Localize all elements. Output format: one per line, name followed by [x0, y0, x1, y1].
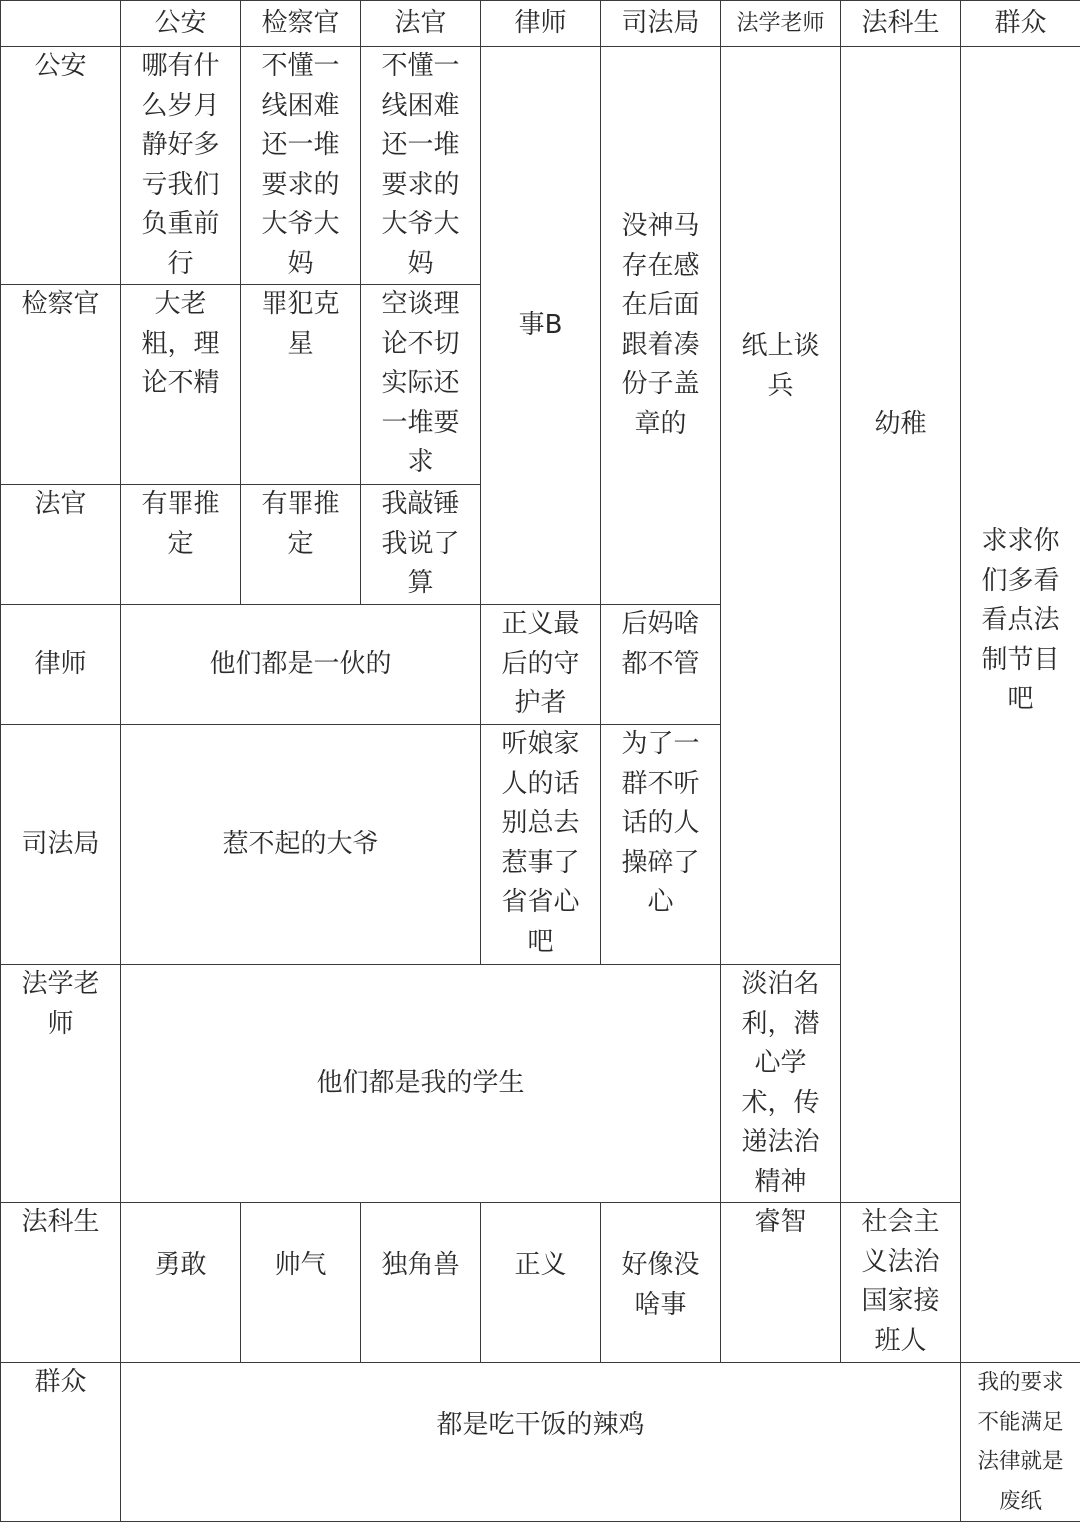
cell-faksheng-lvshi: 正义 — [481, 1203, 601, 1363]
cell-jianchaguan-gongan: 大老粗，理论不精 — [121, 285, 241, 485]
cell-qunzhong-left-span: 都是吃干饭的辣鸡 — [121, 1363, 961, 1522]
col-header-jianchaguan: 检察官 — [241, 1, 361, 47]
cell-sifaju-left-span: 惹不起的大爷 — [121, 725, 481, 965]
cell-sifaju-column-top: 没神马存在感在后面跟着凑份子盖章的 — [601, 47, 721, 605]
cell-faksheng-faksheng: 社会主义法治国家接班人 — [841, 1203, 961, 1363]
cell-qunzhong-column-top: 求求你们多看看点法制节目吧 — [961, 47, 1080, 1363]
cell-gongan-faguan: 不懂一线困难还一堆要求的大爷大妈 — [361, 47, 481, 285]
cell-sifaju-lvshi: 听娘家人的话别总去惹事了省省心吧 — [481, 725, 601, 965]
row-header-gongan: 公安 — [1, 47, 121, 285]
cell-sifaju-sifaju: 为了一群不听话的人操碎了心 — [601, 725, 721, 965]
cell-gongan-jianchaguan: 不懂一线困难还一堆要求的大爷大妈 — [241, 47, 361, 285]
cell-laoshi-column-top: 纸上谈兵 — [721, 47, 841, 965]
cell-faksheng-jianchaguan: 帅气 — [241, 1203, 361, 1363]
col-header-faksheng: 法科生 — [841, 1, 961, 47]
corner-cell — [1, 1, 121, 47]
row-header-faksheng: 法科生 — [1, 1203, 121, 1363]
cell-jianchaguan-faguan: 空谈理论不切实际还一堆要求 — [361, 285, 481, 485]
cell-laoshi-left-span: 他们都是我的学生 — [121, 965, 721, 1203]
cell-faksheng-laoshi: 睿智 — [721, 1203, 841, 1363]
cell-gongan-gongan: 哪有什么岁月静好多亏我们负重前行 — [121, 47, 241, 285]
col-header-qunzhong: 群众 — [961, 1, 1080, 47]
col-header-faguan: 法官 — [361, 1, 481, 47]
cell-qunzhong-qunzhong: 我的要求不能满足法律就是废纸 — [961, 1363, 1080, 1522]
cell-lvshi-column-top: 事B — [481, 47, 601, 605]
row-header-faguan: 法官 — [1, 485, 121, 605]
row-header-laoshi: 法学老师 — [1, 965, 121, 1203]
cell-lvshi-left-span: 他们都是一伙的 — [121, 605, 481, 725]
col-header-gongan: 公安 — [121, 1, 241, 47]
col-header-laoshi: 法学老师 — [721, 1, 841, 47]
row-header-lvshi: 律师 — [1, 605, 121, 725]
cell-lvshi-sifaju: 后妈啥都不管 — [601, 605, 721, 725]
row-header-jianchaguan: 检察官 — [1, 285, 121, 485]
row-header-qunzhong: 群众 — [1, 1363, 121, 1522]
cell-faguan-jianchaguan: 有罪推定 — [241, 485, 361, 605]
cell-faguan-gongan: 有罪推定 — [121, 485, 241, 605]
cell-faguan-faguan: 我敲锤我说了算 — [361, 485, 481, 605]
cell-jianchaguan-jianchaguan: 罪犯克星 — [241, 285, 361, 485]
col-header-lvshi: 律师 — [481, 1, 601, 47]
cell-faksheng-faguan: 独角兽 — [361, 1203, 481, 1363]
cell-laoshi-laoshi: 淡泊名利，潜心学术，传递法治精神 — [721, 965, 841, 1203]
cell-faksheng-sifaju: 好像没啥事 — [601, 1203, 721, 1363]
cell-faksheng-gongan: 勇敢 — [121, 1203, 241, 1363]
row-header-sifaju: 司法局 — [1, 725, 121, 965]
cell-faksheng-column-top: 幼稚 — [841, 47, 961, 1203]
col-header-sifaju: 司法局 — [601, 1, 721, 47]
cell-lvshi-lvshi: 正义最后的守护者 — [481, 605, 601, 725]
